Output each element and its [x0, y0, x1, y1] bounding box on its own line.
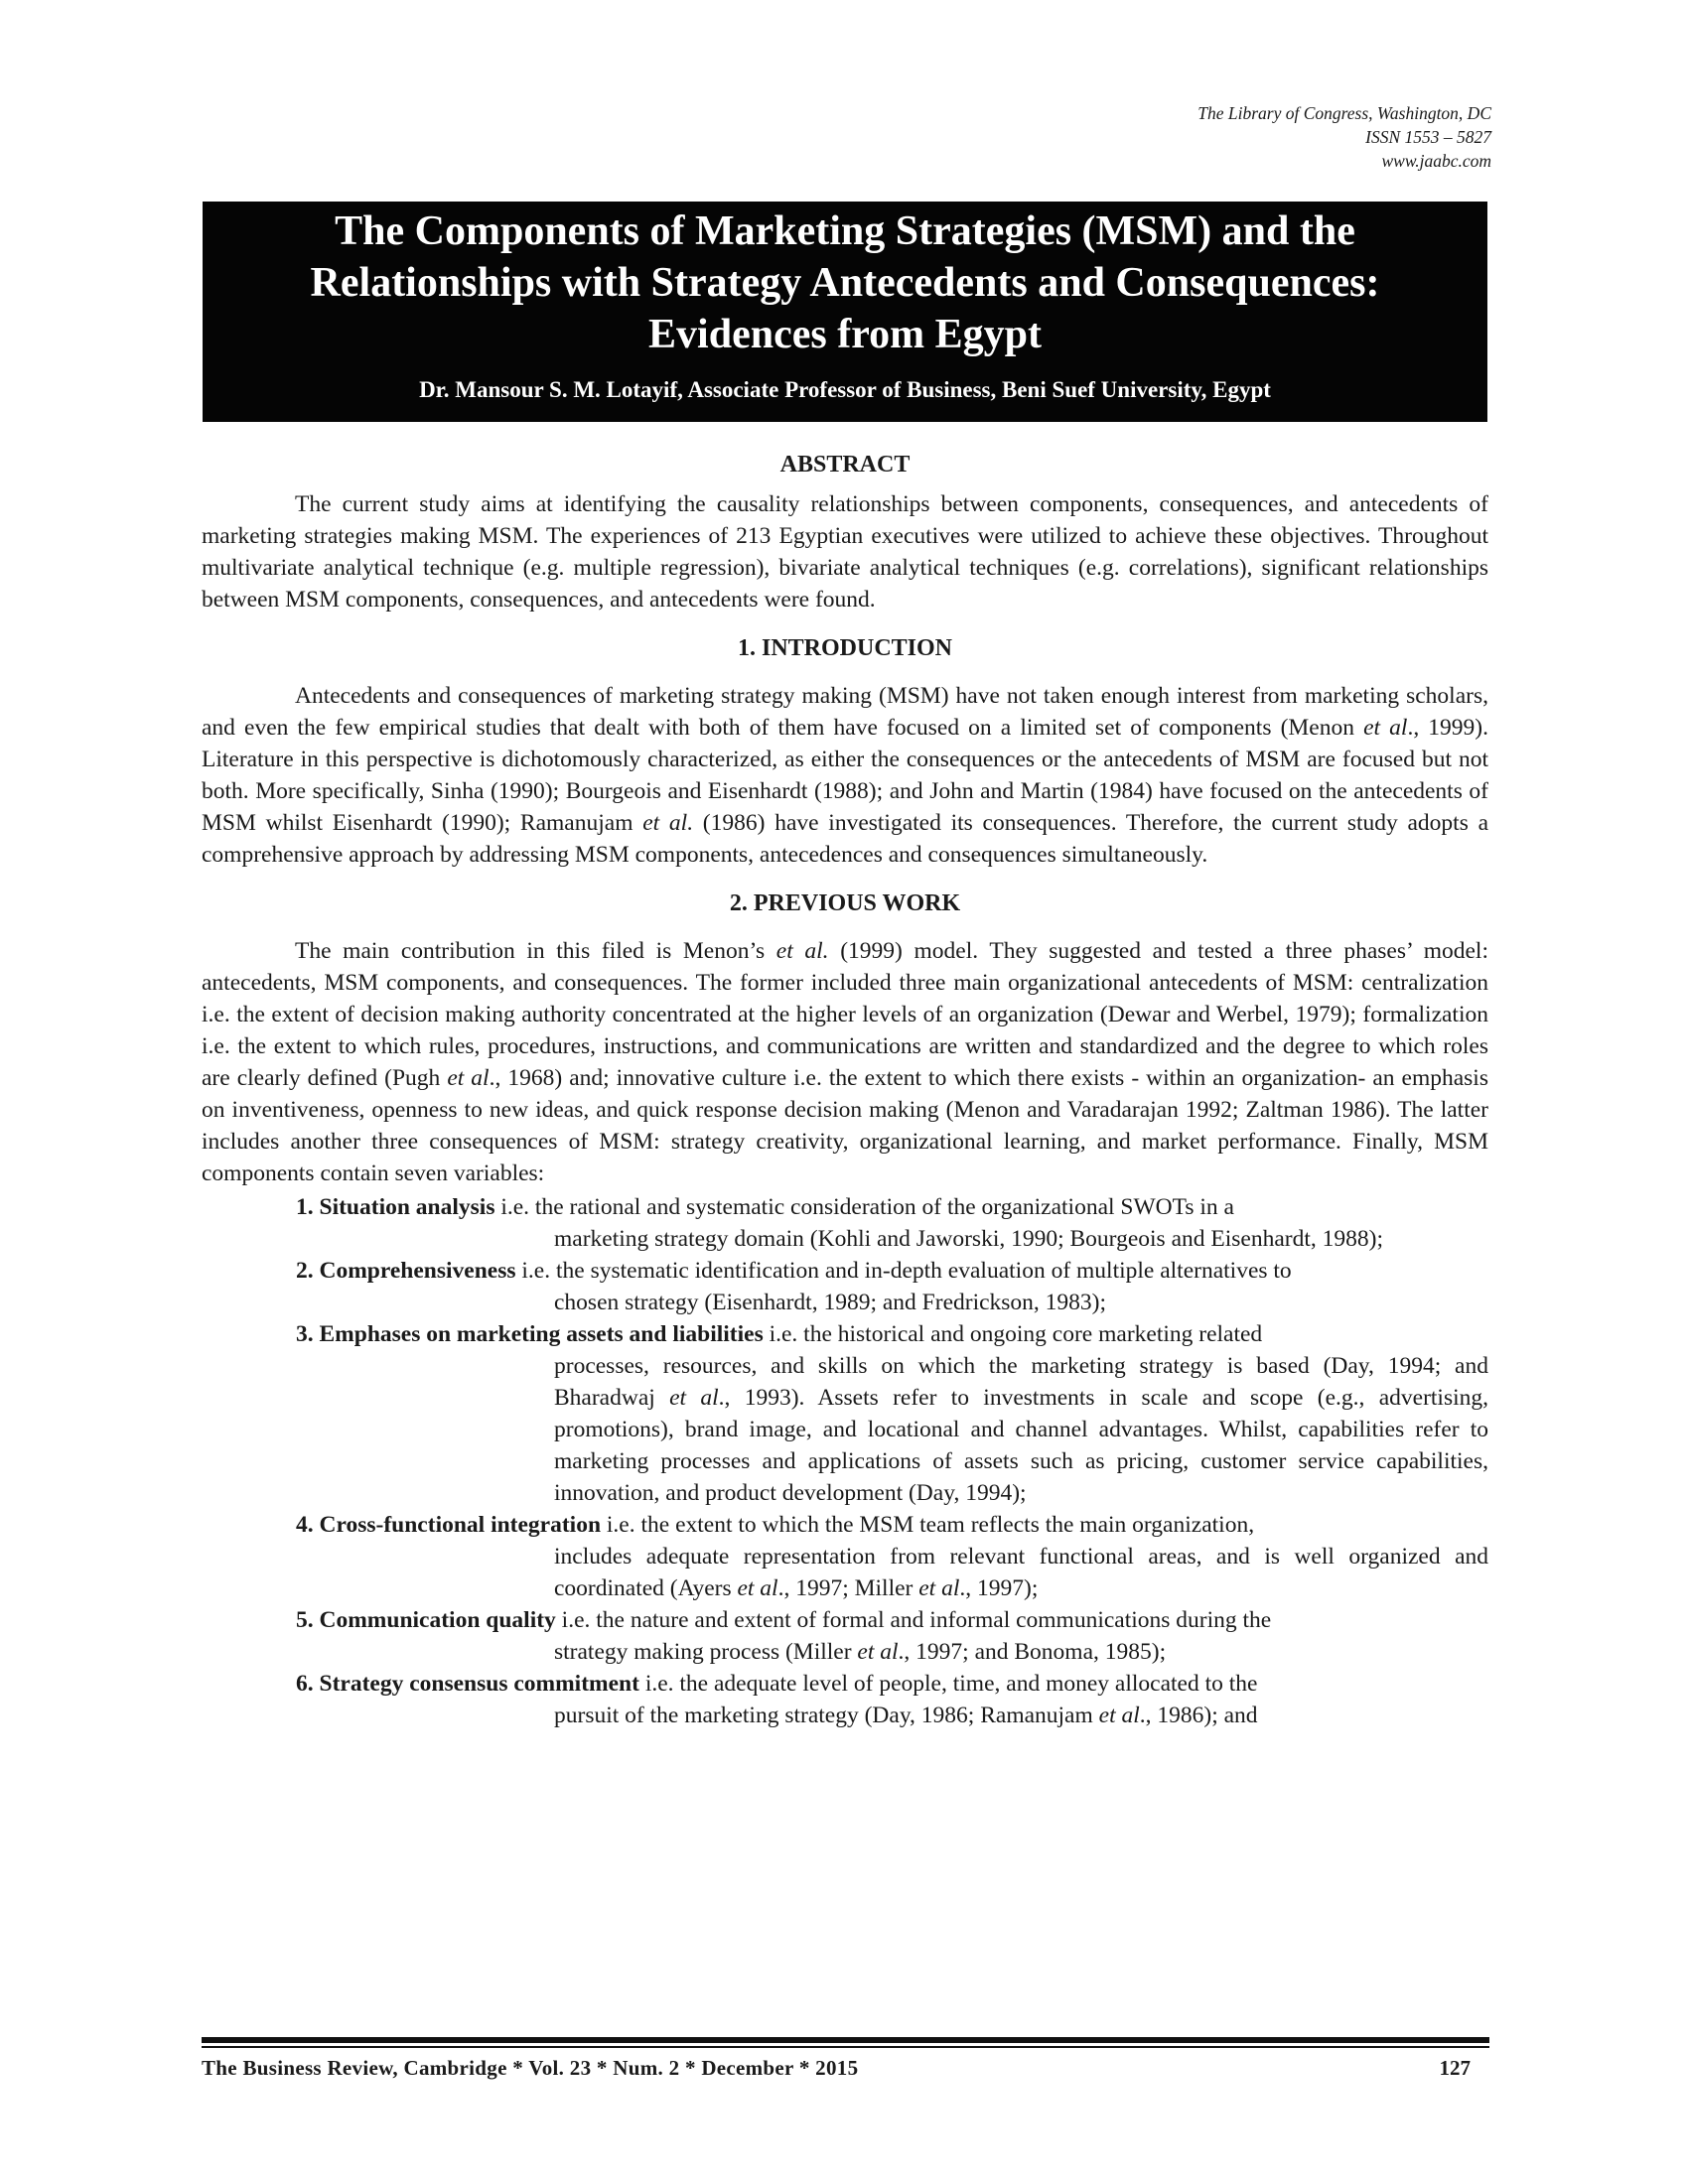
list-item: [202, 1604, 1488, 1668]
author-line: Dr. Mansour S. M. Lotayif, Associate Professor of Business, Beni Suef University, Egypt: [419, 377, 1271, 402]
journal-footer: The Business Review, Cambridge * Vol. 23 * Num. 2 * December * 2015: [202, 2056, 859, 2080]
issn-line: ISSN 1553 – 5827: [1365, 127, 1491, 147]
list-item-body: pursuit of the marketing strategy (Day, 1986; Ramanujam et al., 1986); and: [554, 1703, 1258, 1728]
introduction-paragraph: Antecedents and consequences of marketing strategy making (MSM) have not taken enough interest from marketing scholars, and even the few empirical studies that dealt with both of them have focused on a limited set of components (Menon et al., 1999). Literature in this perspective is dichotomously characterized, as either the consequences or the antecedents of MSM are focused but not both. More specifically, Sinha (1990); Bourgeois and Eisenhardt (1988); and John and Martin (1984) have focused on the antecedents of MSM whilst Eisenhardt (1990); Ramanujam et al. (1986) have investigated its consequences. Therefore, the current study adopts a comprehensive approach by addressing MSM components, antecedences and consequences simultaneously.: [202, 683, 1489, 868]
journal-header: [796, 101, 1491, 173]
introduction-heading: 1. INTRODUCTION: [737, 635, 953, 661]
list-item-lead: 6. Strategy consensus commitment i.e. the adequate level of people, time, and money allocated to the: [296, 1671, 1258, 1697]
previous-work-heading: 2. PREVIOUS WORK: [729, 890, 961, 916]
list-item: [202, 1509, 1488, 1604]
footer-divider: [202, 2037, 1489, 2043]
list-item-lead: 4. Cross-functional integration i.e. the extent to which the MSM team reflects the main organization,: [296, 1512, 1255, 1538]
list-item: [202, 1668, 1488, 1731]
list-item-body: includes adequate representation from relevant functional areas, and is well organized and coordinated (Ayers et al., 1997; Miller et al., 1997);: [554, 1544, 1488, 1601]
publisher-line: The Library of Congress, Washington, DC: [1197, 103, 1491, 123]
footer-divider: [202, 2046, 1489, 2048]
page-number: 127: [1439, 2056, 1471, 2080]
list-item-lead: 2. Comprehensiveness i.e. the systematic identification and in-depth evaluation of multiple alternatives to: [296, 1258, 1292, 1284]
title-line: Evidences from Egypt: [648, 312, 1042, 357]
list-item-body: chosen strategy (Eisenhardt, 1989; and Fredrickson, 1983);: [554, 1290, 1107, 1315]
abstract-text: The current study aims at identifying the causality relationships between components, consequences, and antecedents of marketing strategies making MSM. The experiences of 213 Egyptian executives were utilized to achieve these objectives. Throughout multivariate analytical technique (e.g. multiple regression), bivariate analytical techniques (e.g. correlations), significant relationships between MSM components, consequences, and antecedents were found.: [202, 491, 1488, 613]
list-item: [202, 1318, 1488, 1509]
list-item-body: processes, resources, and skills on which the marketing strategy is based (Day, 1994; and Bharadwaj et al., 1993). Assets refer to investments in scale and scope (e.g., advertising, promotions), brand image, and locational and channel advantages. Whilst, capabilities refer to marketing processes and applications of assets such as pricing, customer service capabilities, innovation, and product development (Day, 1994);: [554, 1353, 1488, 1506]
paper-title: [203, 202, 1487, 360]
list-item-body: strategy making process (Miller et al., 1997; and Bonoma, 1985);: [554, 1639, 1167, 1665]
list-item-body: marketing strategy domain (Kohli and Jaworski, 1990; Bourgeois and Eisenhardt, 1988);: [554, 1226, 1383, 1252]
article-body: [202, 449, 1488, 1731]
list-item-lead: 1. Situation analysis i.e. the rational and systematic consideration of the organizational SWOTs in a: [296, 1194, 1234, 1220]
title-line: Relationships with Strategy Antecedents and Consequences:: [310, 260, 1380, 306]
list-item: [202, 1191, 1488, 1255]
website-line: www.jaabc.com: [1381, 151, 1491, 171]
abstract-heading: ABSTRACT: [779, 452, 911, 478]
msm-components-list: [202, 1191, 1488, 1731]
list-item-lead: 3. Emphases on marketing assets and liabilities i.e. the historical and ongoing core marketing related: [296, 1321, 1263, 1347]
previous-work-paragraph: The main contribution in this filed is Menon’s et al. (1999) model. They suggested and tested a three phases’ model: antecedents, MSM components, and consequences. The former included three main organizational antecedents of MSM: centralization i.e. the extent of decision making authority concentrated at the higher levels of an organization (Dewar and Werbel, 1979); formalization i.e. the extent to which rules, procedures, instructions, and communications are written and standardized and the degree to which roles are clearly defined (Pugh et al., 1968) and; innovative culture i.e. the extent to which there exists - within an organization- an emphasis on inventiveness, openness to new ideas, and quick response decision making (Menon and Varadarajan 1992; Zaltman 1986). The latter includes another three consequences of MSM: strategy creativity, organizational learning, and market performance. Finally, MSM components contain seven variables:: [202, 938, 1488, 1186]
list-item: [202, 1255, 1488, 1318]
title-banner: [203, 202, 1487, 422]
list-item-lead: 5. Communication quality i.e. the nature and extent of formal and informal communications during the: [296, 1607, 1272, 1633]
title-line: The Components of Marketing Strategies (MSM) and the: [335, 208, 1355, 254]
